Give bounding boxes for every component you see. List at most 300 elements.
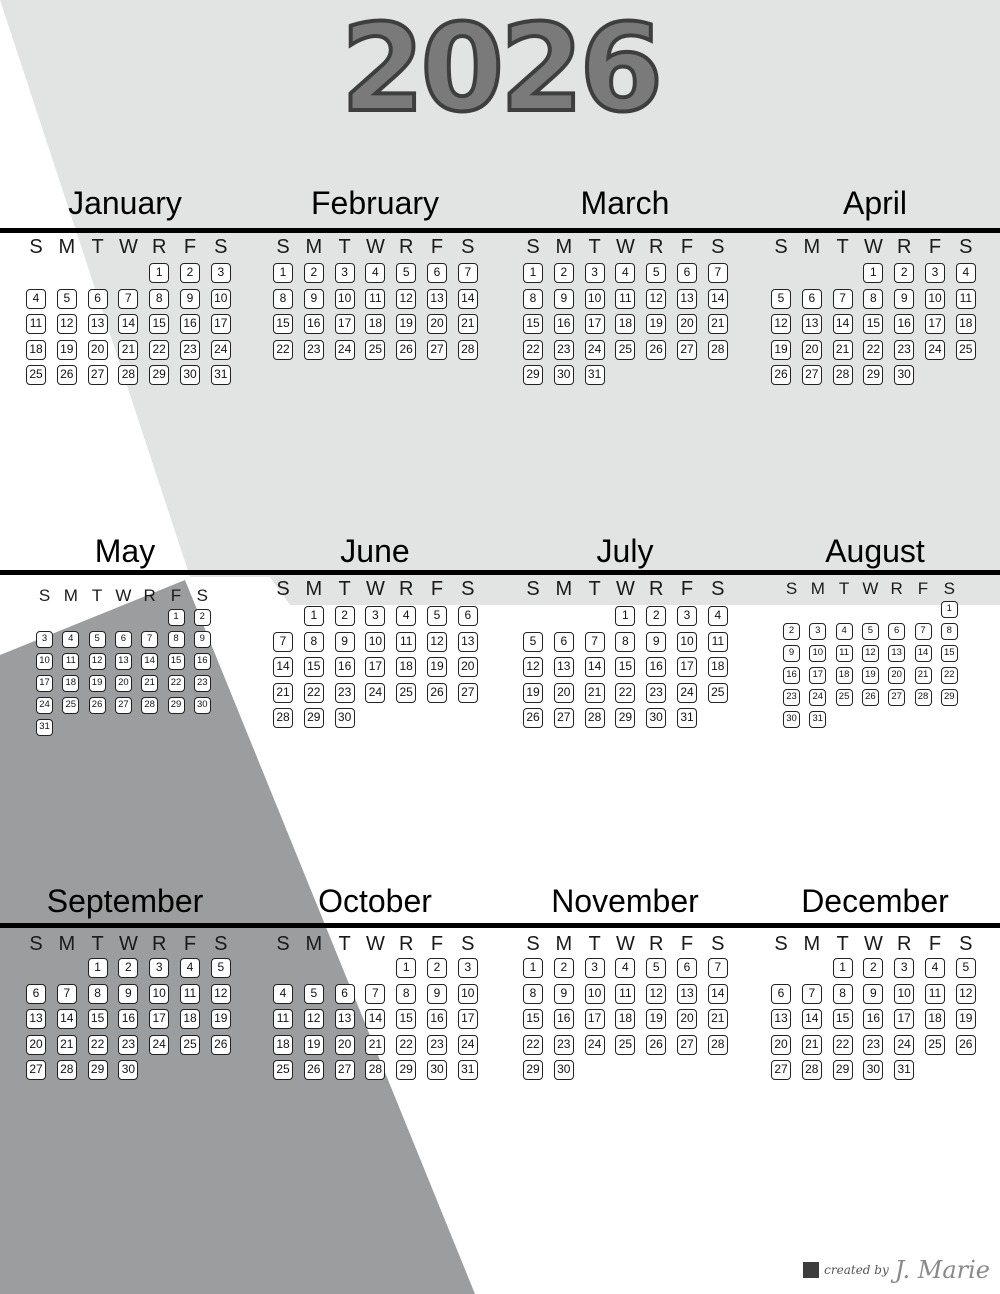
weekday-letter: F: [917, 579, 929, 598]
day-cell: 30: [194, 697, 211, 714]
day-cell: 14: [802, 1009, 822, 1029]
day-cell: 17: [677, 657, 697, 677]
day-cell: 18: [273, 1035, 293, 1055]
day-cell: 28: [708, 340, 728, 360]
weekday-letter: S: [461, 236, 475, 258]
day-cell: 14: [118, 314, 138, 334]
day-cell: 22: [523, 340, 543, 360]
day-cell: 23: [554, 1035, 574, 1055]
month-november: [500, 0, 750, 1294]
weekday-letter: M: [555, 236, 573, 258]
day-cell: 20: [888, 667, 905, 684]
weekday-letter: F: [170, 586, 182, 605]
day-cell: 14: [708, 984, 728, 1004]
day-cell: 12: [862, 645, 879, 662]
day-cell: 8: [273, 289, 293, 309]
day-cell: 24: [149, 1035, 169, 1055]
day-cell: 30: [427, 1060, 447, 1080]
weekday-letter: W: [118, 933, 138, 955]
day-cell: 4: [365, 263, 385, 283]
weekday-letter: F: [680, 933, 694, 955]
day-cell: 23: [646, 683, 666, 703]
day-cell: 27: [554, 708, 574, 728]
day-cell: 19: [211, 1009, 231, 1029]
weekday-letter: T: [91, 933, 104, 955]
day-cell: 16: [427, 1009, 447, 1029]
day-cell: 30: [646, 708, 666, 728]
day-cell: 12: [89, 653, 106, 670]
day-cell: 6: [26, 984, 46, 1004]
day-cell: 24: [677, 683, 697, 703]
day-cell: 7: [915, 623, 932, 640]
day-cell: 15: [941, 645, 958, 662]
weekday-letter: F: [430, 236, 444, 258]
day-cell: 30: [863, 1060, 883, 1080]
day-cell: 25: [273, 1060, 293, 1080]
day-cell: 16: [304, 314, 324, 334]
day-cell: 27: [888, 689, 905, 706]
weekday-letter: R: [398, 578, 414, 600]
day-cell: 30: [894, 365, 914, 385]
day-cell: 6: [427, 263, 447, 283]
day-cell: 9: [335, 632, 355, 652]
weekday-letter: R: [398, 236, 414, 258]
day-cell: 28: [141, 697, 158, 714]
weekday-letter: S: [214, 236, 228, 258]
day-cell: 30: [118, 1060, 138, 1080]
day-cell: 29: [941, 689, 958, 706]
day-cell: 30: [783, 711, 800, 728]
day-cell: 22: [304, 683, 324, 703]
day-cell: 7: [585, 632, 605, 652]
weekday-letter: R: [648, 236, 664, 258]
day-cell: 19: [646, 1009, 666, 1029]
weekday-letter: W: [118, 236, 138, 258]
month-name: September: [46, 883, 204, 919]
day-cell: 11: [836, 645, 853, 662]
day-cell: 18: [615, 314, 635, 334]
day-cell: 1: [396, 958, 416, 978]
day-cell: 11: [26, 314, 46, 334]
weekday-letter: S: [461, 578, 475, 600]
day-cell: 23: [863, 1035, 883, 1055]
day-cell: 6: [677, 263, 697, 283]
day-cell: 14: [458, 289, 478, 309]
weekday-letter: W: [615, 933, 635, 955]
day-cell: 22: [149, 340, 169, 360]
day-cell: 21: [141, 675, 158, 692]
day-cell: 6: [802, 289, 822, 309]
day-cell: 29: [863, 365, 883, 385]
day-cell: 14: [141, 653, 158, 670]
day-cell: 7: [802, 984, 822, 1004]
day-cell: 24: [585, 340, 605, 360]
day-cell: 9: [554, 984, 574, 1004]
day-cell: 4: [925, 958, 945, 978]
day-cell: 4: [26, 289, 46, 309]
month-october: [250, 0, 500, 1294]
day-cell: 12: [211, 984, 231, 1004]
day-cell: 5: [57, 289, 77, 309]
day-cell: 6: [677, 958, 697, 978]
weekday-letter: S: [526, 236, 540, 258]
weekday-letter: R: [648, 933, 664, 955]
day-cell: 11: [615, 984, 635, 1004]
day-cell: 25: [615, 1035, 635, 1055]
day-cell: 8: [523, 984, 543, 1004]
day-cell: 18: [62, 675, 79, 692]
day-cell: 18: [708, 657, 728, 677]
month-name: July: [596, 533, 654, 569]
day-cell: 3: [585, 263, 605, 283]
weekday-letter: F: [430, 933, 444, 955]
day-cell: 2: [894, 263, 914, 283]
weekday-letter: W: [863, 933, 883, 955]
credit-square-icon: [803, 1262, 819, 1278]
weekday-letter: M: [305, 578, 323, 600]
day-cell: 13: [554, 657, 574, 677]
day-cell: 11: [62, 653, 79, 670]
day-cell: 17: [585, 1009, 605, 1029]
day-cell: 3: [458, 958, 478, 978]
day-cell: 15: [273, 314, 293, 334]
day-cell: 14: [365, 1009, 385, 1029]
day-cell: 8: [615, 632, 635, 652]
day-cell: 9: [894, 289, 914, 309]
day-cell: 3: [335, 263, 355, 283]
day-cell: 2: [180, 263, 200, 283]
day-cell: 27: [88, 365, 108, 385]
day-cell: 13: [427, 289, 447, 309]
day-cell: 25: [26, 365, 46, 385]
day-cell: 25: [708, 683, 728, 703]
day-cell: 31: [585, 365, 605, 385]
day-cell: 24: [925, 340, 945, 360]
day-cell: 7: [57, 984, 77, 1004]
day-cell: 25: [925, 1035, 945, 1055]
day-cell: 14: [273, 657, 293, 677]
day-cell: 20: [458, 657, 478, 677]
day-cell: 1: [833, 958, 853, 978]
day-cell: 19: [89, 675, 106, 692]
weekday-letter: S: [774, 236, 788, 258]
day-cell: 27: [677, 1035, 697, 1055]
day-cell: 24: [458, 1035, 478, 1055]
day-cell: 11: [365, 289, 385, 309]
day-cell: 20: [26, 1035, 46, 1055]
day-cell: 30: [335, 708, 355, 728]
day-cell: 1: [523, 958, 543, 978]
day-cell: 27: [335, 1060, 355, 1080]
weekday-letter: S: [29, 236, 43, 258]
day-cell: 20: [554, 683, 574, 703]
day-cell: 17: [149, 1009, 169, 1029]
weekday-letter: S: [276, 933, 290, 955]
day-cell: 1: [941, 601, 958, 618]
weekday-letter: S: [276, 578, 290, 600]
day-cell: 4: [836, 623, 853, 640]
weekday-letter: M: [555, 578, 573, 600]
day-cell: 20: [88, 340, 108, 360]
day-cell: 8: [88, 984, 108, 1004]
day-cell: 15: [149, 314, 169, 334]
day-cell: 5: [771, 289, 791, 309]
weekday-letter: F: [430, 578, 444, 600]
day-cell: 21: [118, 340, 138, 360]
day-cell: 19: [396, 314, 416, 334]
day-cell: 3: [149, 958, 169, 978]
day-cell: 10: [211, 289, 231, 309]
day-cell: 26: [646, 1035, 666, 1055]
day-cell: 14: [833, 314, 853, 334]
day-cell: 17: [211, 314, 231, 334]
day-cell: 14: [57, 1009, 77, 1029]
weekday-letter: F: [680, 236, 694, 258]
day-cell: 2: [646, 606, 666, 626]
day-cell: 28: [833, 365, 853, 385]
day-cell: 12: [646, 984, 666, 1004]
day-cell: 28: [118, 365, 138, 385]
day-cell: 11: [180, 984, 200, 1004]
day-cell: 23: [894, 340, 914, 360]
weekday-letter: T: [836, 933, 849, 955]
day-cell: 1: [863, 263, 883, 283]
day-cell: 30: [554, 365, 574, 385]
day-cell: 4: [396, 606, 416, 626]
day-cell: 7: [708, 958, 728, 978]
day-cell: 29: [149, 365, 169, 385]
day-cell: 4: [180, 958, 200, 978]
month-name: May: [94, 533, 156, 569]
day-cell: 3: [809, 623, 826, 640]
weekday-letter: T: [588, 578, 601, 600]
day-cell: 16: [783, 667, 800, 684]
day-cell: 13: [771, 1009, 791, 1029]
day-cell: 16: [335, 657, 355, 677]
day-cell: 13: [802, 314, 822, 334]
day-cell: 21: [833, 340, 853, 360]
day-cell: 28: [273, 708, 293, 728]
day-cell: 30: [180, 365, 200, 385]
day-cell: 19: [771, 340, 791, 360]
day-cell: 12: [523, 657, 543, 677]
day-cell: 4: [956, 263, 976, 283]
day-cell: 22: [833, 1035, 853, 1055]
day-cell: 2: [783, 623, 800, 640]
day-cell: 17: [365, 657, 385, 677]
day-cell: 6: [458, 606, 478, 626]
day-cell: 3: [585, 958, 605, 978]
weekday-letter: R: [890, 579, 903, 598]
day-cell: 21: [57, 1035, 77, 1055]
month-name: June: [340, 533, 410, 569]
day-cell: 31: [677, 708, 697, 728]
day-cell: 6: [335, 984, 355, 1004]
weekday-letter: F: [183, 933, 197, 955]
day-cell: 25: [956, 340, 976, 360]
weekday-letter: M: [58, 933, 76, 955]
weekday-letter: F: [680, 578, 694, 600]
day-cell: 21: [708, 1009, 728, 1029]
day-cell: 25: [836, 689, 853, 706]
day-cell: 27: [427, 340, 447, 360]
day-cell: 2: [554, 263, 574, 283]
weekday-letter: W: [615, 236, 635, 258]
day-cell: 18: [615, 1009, 635, 1029]
day-cell: 20: [427, 314, 447, 334]
day-cell: 20: [802, 340, 822, 360]
day-cell: 8: [833, 984, 853, 1004]
year-title: 2026: [341, 0, 659, 139]
day-cell: 23: [194, 675, 211, 692]
weekday-letter: M: [555, 933, 573, 955]
day-cell: 23: [427, 1035, 447, 1055]
weekday-letter: T: [338, 933, 351, 955]
day-cell: 11: [615, 289, 635, 309]
credit-name: J. Marie: [894, 1256, 990, 1284]
weekday-letter: S: [461, 933, 475, 955]
day-cell: 31: [809, 711, 826, 728]
day-cell: 18: [365, 314, 385, 334]
day-cell: 24: [365, 683, 385, 703]
day-cell: 1: [615, 606, 635, 626]
weekday-letter: S: [959, 236, 973, 258]
day-cell: 19: [427, 657, 447, 677]
day-cell: 19: [646, 314, 666, 334]
day-cell: 1: [523, 263, 543, 283]
day-cell: 24: [36, 697, 53, 714]
day-cell: 15: [523, 1009, 543, 1029]
day-cell: 31: [36, 719, 53, 736]
weekday-letter: M: [305, 933, 323, 955]
day-cell: 15: [88, 1009, 108, 1029]
day-cell: 12: [396, 289, 416, 309]
day-cell: 17: [809, 667, 826, 684]
day-cell: 29: [168, 697, 185, 714]
day-cell: 8: [304, 632, 324, 652]
day-cell: 5: [862, 623, 879, 640]
day-cell: 18: [925, 1009, 945, 1029]
day-cell: 20: [677, 314, 697, 334]
weekday-letter: M: [63, 586, 78, 605]
month-name: January: [68, 185, 182, 221]
day-cell: 9: [180, 289, 200, 309]
day-cell: 2: [304, 263, 324, 283]
day-cell: 27: [115, 697, 132, 714]
day-cell: 29: [88, 1060, 108, 1080]
day-cell: 25: [615, 340, 635, 360]
weekday-letter: T: [588, 933, 601, 955]
day-cell: 14: [585, 657, 605, 677]
day-cell: 26: [89, 697, 106, 714]
day-cell: 27: [771, 1060, 791, 1080]
day-cell: 10: [36, 653, 53, 670]
weekday-letter: S: [959, 933, 973, 955]
weekday-letter: F: [928, 236, 942, 258]
day-cell: 11: [708, 632, 728, 652]
day-cell: 31: [458, 1060, 478, 1080]
day-cell: 19: [862, 667, 879, 684]
day-cell: 28: [708, 1035, 728, 1055]
day-cell: 29: [396, 1060, 416, 1080]
day-cell: 24: [211, 340, 231, 360]
weekday-letter: T: [588, 236, 601, 258]
day-cell: 3: [894, 958, 914, 978]
day-cell: 23: [118, 1035, 138, 1055]
day-cell: 21: [585, 683, 605, 703]
weekday-letter: R: [896, 236, 912, 258]
day-cell: 28: [915, 689, 932, 706]
weekday-letter: R: [648, 578, 664, 600]
day-cell: 11: [956, 289, 976, 309]
day-cell: 31: [894, 1060, 914, 1080]
day-cell: 9: [783, 645, 800, 662]
day-cell: 1: [88, 958, 108, 978]
day-cell: 16: [554, 1009, 574, 1029]
weekday-letter: W: [365, 578, 385, 600]
weekday-letter: S: [711, 933, 725, 955]
day-cell: 2: [194, 609, 211, 626]
day-cell: 5: [646, 263, 666, 283]
day-cell: 4: [615, 958, 635, 978]
day-cell: 5: [211, 958, 231, 978]
day-cell: 21: [458, 314, 478, 334]
weekday-letter: M: [58, 236, 76, 258]
weekday-letter: S: [785, 579, 798, 598]
day-cell: 16: [180, 314, 200, 334]
month-name: April: [842, 185, 907, 221]
month-name: December: [801, 883, 949, 919]
credit-prefix: created by: [824, 1263, 889, 1277]
day-cell: 16: [554, 314, 574, 334]
day-cell: 28: [57, 1060, 77, 1080]
day-cell: 26: [57, 365, 77, 385]
day-cell: 12: [427, 632, 447, 652]
day-cell: 8: [941, 623, 958, 640]
day-cell: 3: [925, 263, 945, 283]
day-cell: 6: [554, 632, 574, 652]
day-cell: 7: [141, 631, 158, 648]
weekday-letter: S: [196, 586, 208, 605]
month-december: [750, 0, 1000, 1294]
day-cell: 26: [304, 1060, 324, 1080]
day-cell: 10: [925, 289, 945, 309]
day-cell: 17: [36, 675, 53, 692]
weekday-letter: S: [214, 933, 228, 955]
weekday-letter: M: [305, 236, 323, 258]
day-cell: 22: [273, 340, 293, 360]
weekday-letter: W: [115, 586, 132, 605]
day-cell: 24: [894, 1035, 914, 1055]
day-cell: 9: [427, 984, 447, 1004]
day-cell: 23: [304, 340, 324, 360]
weekday-letter: W: [365, 933, 385, 955]
day-cell: 6: [88, 289, 108, 309]
day-cell: 11: [925, 984, 945, 1004]
day-cell: 12: [57, 314, 77, 334]
day-cell: 9: [554, 289, 574, 309]
weekday-letter: W: [863, 236, 883, 258]
day-cell: 22: [88, 1035, 108, 1055]
day-cell: 10: [809, 645, 826, 662]
day-cell: 20: [335, 1035, 355, 1055]
day-cell: 10: [149, 984, 169, 1004]
day-cell: 26: [771, 365, 791, 385]
day-cell: 6: [888, 623, 905, 640]
day-cell: 23: [554, 340, 574, 360]
day-cell: 15: [833, 1009, 853, 1029]
day-cell: 10: [365, 632, 385, 652]
